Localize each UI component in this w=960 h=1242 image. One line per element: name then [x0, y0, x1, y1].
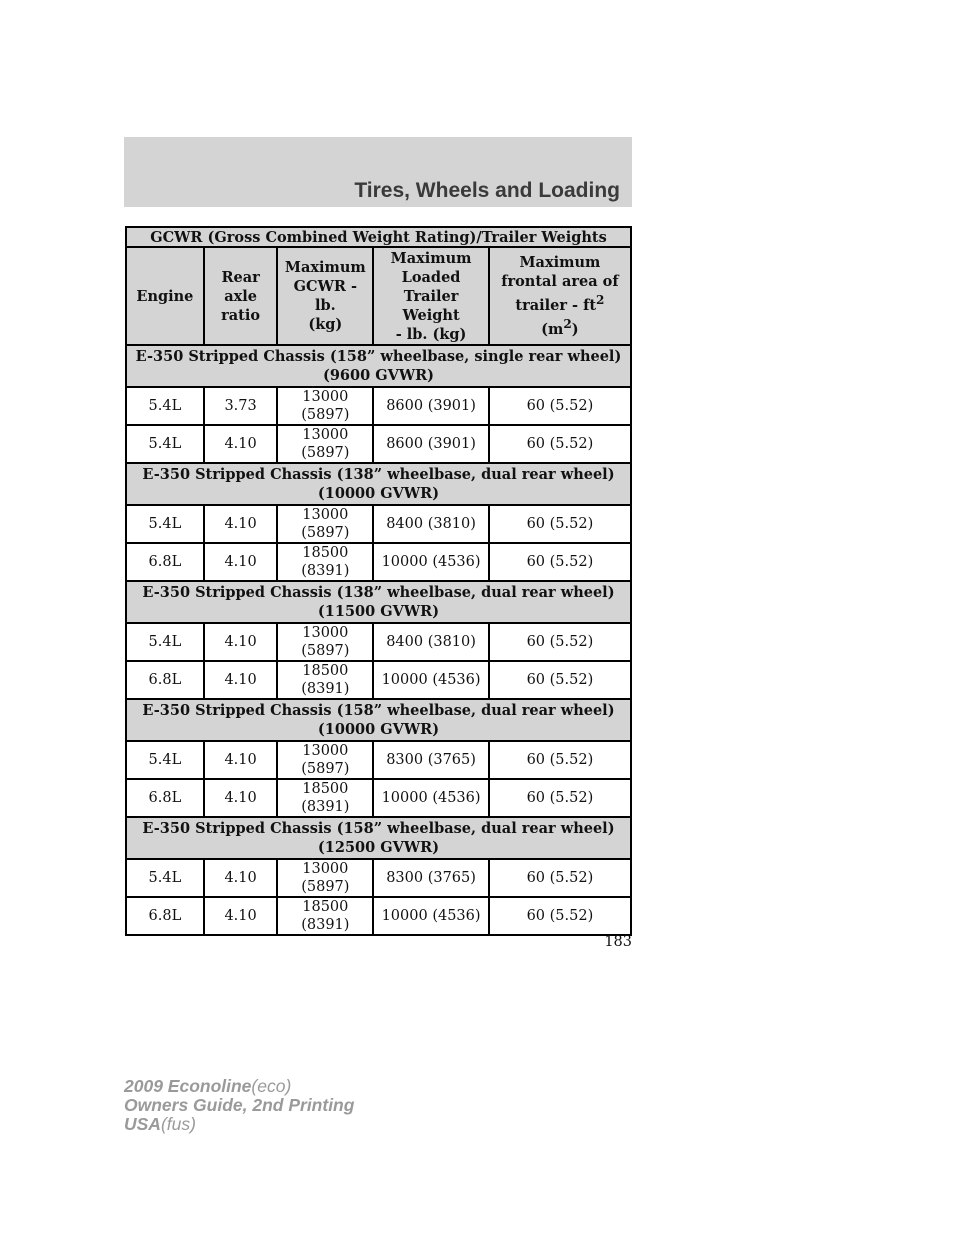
cell-frontal-area-value: 60 (5.52) — [526, 516, 594, 532]
cell-max-gcwr-value: (8391) — [301, 681, 350, 697]
cell-trailer-weight — [373, 859, 489, 897]
cell-engine — [126, 897, 204, 935]
cell-axle-ratio — [204, 779, 278, 817]
header-line: Maximum — [519, 254, 601, 272]
cell-axle-ratio-value: 4.10 — [224, 634, 257, 650]
cell-max-gcwr — [277, 897, 373, 935]
group-title — [126, 581, 631, 623]
cell-axle-ratio — [204, 387, 278, 425]
cell-engine — [126, 741, 204, 779]
cell-max-gcwr — [277, 661, 373, 699]
cell-axle-ratio — [204, 741, 278, 779]
header-line: Maximum — [284, 259, 366, 276]
footer-line — [124, 1115, 354, 1134]
cell-frontal-area-value: 60 (5.52) — [526, 870, 594, 886]
group-title-line: (10000 GVWR) — [317, 721, 440, 738]
cell-frontal-area — [489, 859, 631, 897]
group-title-line: (11500 GVWR) — [317, 603, 440, 620]
table-row — [126, 425, 631, 463]
cell-max-gcwr-value: 13000 — [302, 507, 349, 523]
cell-max-gcwr-value: 18500 — [302, 545, 349, 561]
cell-frontal-area-value: 60 (5.52) — [526, 752, 594, 768]
header-line: frontal area of — [501, 273, 619, 291]
footer-market: USA — [124, 1114, 161, 1134]
table-title: GCWR (Gross Combined Weight Rating)/Trailer Weights — [126, 227, 631, 247]
group-title-line: (9600 GVWR) — [322, 367, 435, 384]
cell-frontal-area — [489, 741, 631, 779]
header-line: Loaded — [401, 268, 461, 286]
cell-trailer-weight-value: 10000 (4536) — [381, 790, 481, 806]
group-header-row — [126, 581, 631, 623]
group-title-line: (10000 GVWR) — [317, 485, 440, 502]
cell-trailer-weight — [373, 779, 489, 817]
cell-axle-ratio — [204, 623, 278, 661]
group-title — [126, 817, 631, 859]
cell-axle-ratio — [204, 543, 278, 581]
cell-axle-ratio-value: 4.10 — [224, 752, 257, 768]
footer-line — [124, 1077, 354, 1096]
cell-engine-value: 5.4L — [148, 752, 182, 768]
cell-frontal-area-value: 60 (5.52) — [526, 398, 594, 414]
group-header-row — [126, 345, 631, 387]
cell-engine-value: 5.4L — [148, 398, 182, 414]
cell-frontal-area-value: 60 (5.52) — [526, 554, 594, 570]
cell-engine — [126, 543, 204, 581]
header-line: - lb. (kg) — [395, 325, 467, 343]
section-title: Tires, Wheels and Loading — [354, 179, 620, 202]
header-line: GCWR - lb. — [293, 278, 357, 314]
table-row — [126, 505, 631, 543]
cell-frontal-area — [489, 505, 631, 543]
cell-frontal-area-value: 60 (5.52) — [526, 672, 594, 688]
table-row — [126, 387, 631, 425]
cell-axle-ratio-value: 3.73 — [224, 398, 257, 414]
cell-trailer-weight — [373, 661, 489, 699]
table-row — [126, 623, 631, 661]
table-row — [126, 741, 631, 779]
cell-max-gcwr-value: 13000 — [302, 625, 349, 641]
superscript: 2 — [563, 317, 572, 331]
table-title-row — [126, 227, 631, 247]
footer-printing: Owners Guide, 2nd Printing — [124, 1095, 355, 1115]
table-row — [126, 859, 631, 897]
cell-max-gcwr-value: (8391) — [301, 917, 350, 933]
group-header-row — [126, 699, 631, 741]
section-header — [124, 137, 632, 207]
cell-max-gcwr — [277, 543, 373, 581]
cell-frontal-area — [489, 661, 631, 699]
cell-trailer-weight-value: 8600 (3901) — [386, 436, 476, 452]
gcwr-trailer-weights-table — [125, 226, 632, 936]
cell-engine — [126, 859, 204, 897]
cell-engine-value: 5.4L — [148, 516, 182, 532]
cell-max-gcwr-value: (8391) — [301, 563, 350, 579]
cell-trailer-weight — [373, 741, 489, 779]
header-line: Trailer Weight — [402, 287, 460, 324]
table-row — [126, 779, 631, 817]
footer-line — [124, 1096, 354, 1115]
superscript: 2 — [596, 293, 605, 308]
cell-max-gcwr — [277, 859, 373, 897]
column-header-max-frontal-area — [489, 247, 631, 345]
table-body — [126, 227, 631, 935]
cell-axle-ratio — [204, 859, 278, 897]
cell-max-gcwr-value: 13000 — [302, 389, 349, 405]
group-title-line: E-350 Stripped Chassis (158” wheelbase, dual rear wheel) — [142, 702, 615, 719]
header-line: Maximum — [390, 249, 472, 267]
cell-axle-ratio — [204, 505, 278, 543]
group-title — [126, 699, 631, 741]
column-header-engine — [126, 247, 204, 345]
header-line: trailer - ft — [515, 297, 597, 314]
cell-max-gcwr-value: (5897) — [301, 643, 350, 659]
cell-engine — [126, 425, 204, 463]
header-line: ratio — [221, 306, 261, 324]
cell-axle-ratio-value: 4.10 — [224, 436, 257, 452]
cell-max-gcwr-value: 18500 — [302, 663, 349, 679]
cell-trailer-weight — [373, 623, 489, 661]
cell-axle-ratio-value: 4.10 — [224, 790, 257, 806]
table-row — [126, 897, 631, 935]
group-title-line: (12500 GVWR) — [317, 839, 440, 856]
cell-frontal-area — [489, 623, 631, 661]
cell-trailer-weight-value: 10000 (4536) — [381, 908, 481, 924]
cell-max-gcwr-value: 13000 — [302, 743, 349, 759]
header-line: (kg) — [308, 316, 343, 333]
cell-axle-ratio-value: 4.10 — [224, 870, 257, 886]
cell-engine — [126, 387, 204, 425]
cell-engine — [126, 779, 204, 817]
cell-max-gcwr-value: 13000 — [302, 427, 349, 443]
cell-frontal-area — [489, 543, 631, 581]
cell-engine-value: 6.8L — [148, 908, 182, 924]
cell-trailer-weight-value: 8300 (3765) — [386, 752, 476, 768]
table-row — [126, 543, 631, 581]
cell-frontal-area-value: 60 (5.52) — [526, 436, 594, 452]
cell-engine-value: 6.8L — [148, 790, 182, 806]
header-line: (m — [541, 320, 564, 338]
column-header-rear-axle-ratio — [204, 247, 278, 345]
cell-axle-ratio — [204, 897, 278, 935]
cell-trailer-weight-value: 8400 (3810) — [386, 634, 476, 650]
cell-axle-ratio-value: 4.10 — [224, 554, 257, 570]
cell-max-gcwr — [277, 387, 373, 425]
cell-axle-ratio — [204, 425, 278, 463]
cell-max-gcwr-value: (5897) — [301, 445, 350, 461]
group-title — [126, 345, 631, 387]
cell-trailer-weight-value: 8300 (3765) — [386, 870, 476, 886]
cell-max-gcwr-value: 13000 — [302, 861, 349, 877]
cell-trailer-weight — [373, 505, 489, 543]
cell-frontal-area-value: 60 (5.52) — [526, 790, 594, 806]
cell-engine-value: 6.8L — [148, 672, 182, 688]
page-number: 183 — [604, 934, 632, 950]
cell-engine-value: 5.4L — [148, 870, 182, 886]
group-title-line: E-350 Stripped Chassis (138” wheelbase, dual rear wheel) — [142, 584, 615, 601]
cell-frontal-area — [489, 779, 631, 817]
cell-max-gcwr-value: (5897) — [301, 407, 350, 423]
cell-axle-ratio-value: 4.10 — [224, 516, 257, 532]
header-line: ) — [571, 320, 579, 338]
cell-trailer-weight-value: 8600 (3901) — [386, 398, 476, 414]
cell-max-gcwr — [277, 425, 373, 463]
document-footer — [124, 1077, 354, 1134]
cell-max-gcwr-value: (5897) — [301, 761, 350, 777]
cell-max-gcwr-value: (8391) — [301, 799, 350, 815]
cell-engine-value: 5.4L — [148, 634, 182, 650]
cell-max-gcwr-value: 18500 — [302, 781, 349, 797]
header-line: axle — [224, 287, 257, 305]
cell-frontal-area-value: 60 (5.52) — [526, 908, 594, 924]
column-header-max-trailer-weight — [373, 247, 489, 345]
group-title-line: E-350 Stripped Chassis (138” wheelbase, dual rear wheel) — [142, 466, 615, 483]
cell-trailer-weight — [373, 425, 489, 463]
cell-axle-ratio — [204, 661, 278, 699]
cell-max-gcwr-value: 18500 — [302, 899, 349, 915]
cell-trailer-weight — [373, 543, 489, 581]
cell-frontal-area — [489, 425, 631, 463]
cell-frontal-area-value: 60 (5.52) — [526, 634, 594, 650]
table-row — [126, 661, 631, 699]
footer-model: 2009 Econoline — [124, 1076, 252, 1096]
cell-trailer-weight-value: 10000 (4536) — [381, 554, 481, 570]
footer-market-code: (fus) — [160, 1114, 196, 1134]
cell-engine — [126, 505, 204, 543]
group-header-row — [126, 817, 631, 859]
cell-engine — [126, 661, 204, 699]
cell-engine — [126, 623, 204, 661]
cell-max-gcwr — [277, 623, 373, 661]
group-title — [126, 463, 631, 505]
cell-trailer-weight-value: 10000 (4536) — [381, 672, 481, 688]
group-title-line: E-350 Stripped Chassis (158” wheelbase, single rear wheel) — [135, 348, 622, 365]
cell-axle-ratio-value: 4.10 — [224, 672, 257, 688]
cell-trailer-weight — [373, 387, 489, 425]
cell-engine-value: 6.8L — [148, 554, 182, 570]
group-title-line: E-350 Stripped Chassis (158” wheelbase, dual rear wheel) — [142, 820, 615, 837]
column-header-row — [126, 247, 631, 345]
footer-model-code: (eco) — [251, 1076, 292, 1096]
cell-max-gcwr-value: (5897) — [301, 525, 350, 541]
cell-frontal-area — [489, 897, 631, 935]
cell-max-gcwr-value: (5897) — [301, 879, 350, 895]
cell-engine-value: 5.4L — [148, 436, 182, 452]
cell-max-gcwr — [277, 741, 373, 779]
header-line: Engine — [136, 287, 194, 305]
cell-frontal-area — [489, 387, 631, 425]
cell-axle-ratio-value: 4.10 — [224, 908, 257, 924]
cell-trailer-weight-value: 8400 (3810) — [386, 516, 476, 532]
cell-max-gcwr — [277, 505, 373, 543]
header-line: Rear — [221, 268, 260, 286]
cell-max-gcwr — [277, 779, 373, 817]
cell-trailer-weight — [373, 897, 489, 935]
group-header-row — [126, 463, 631, 505]
column-header-max-gcwr — [277, 247, 373, 345]
